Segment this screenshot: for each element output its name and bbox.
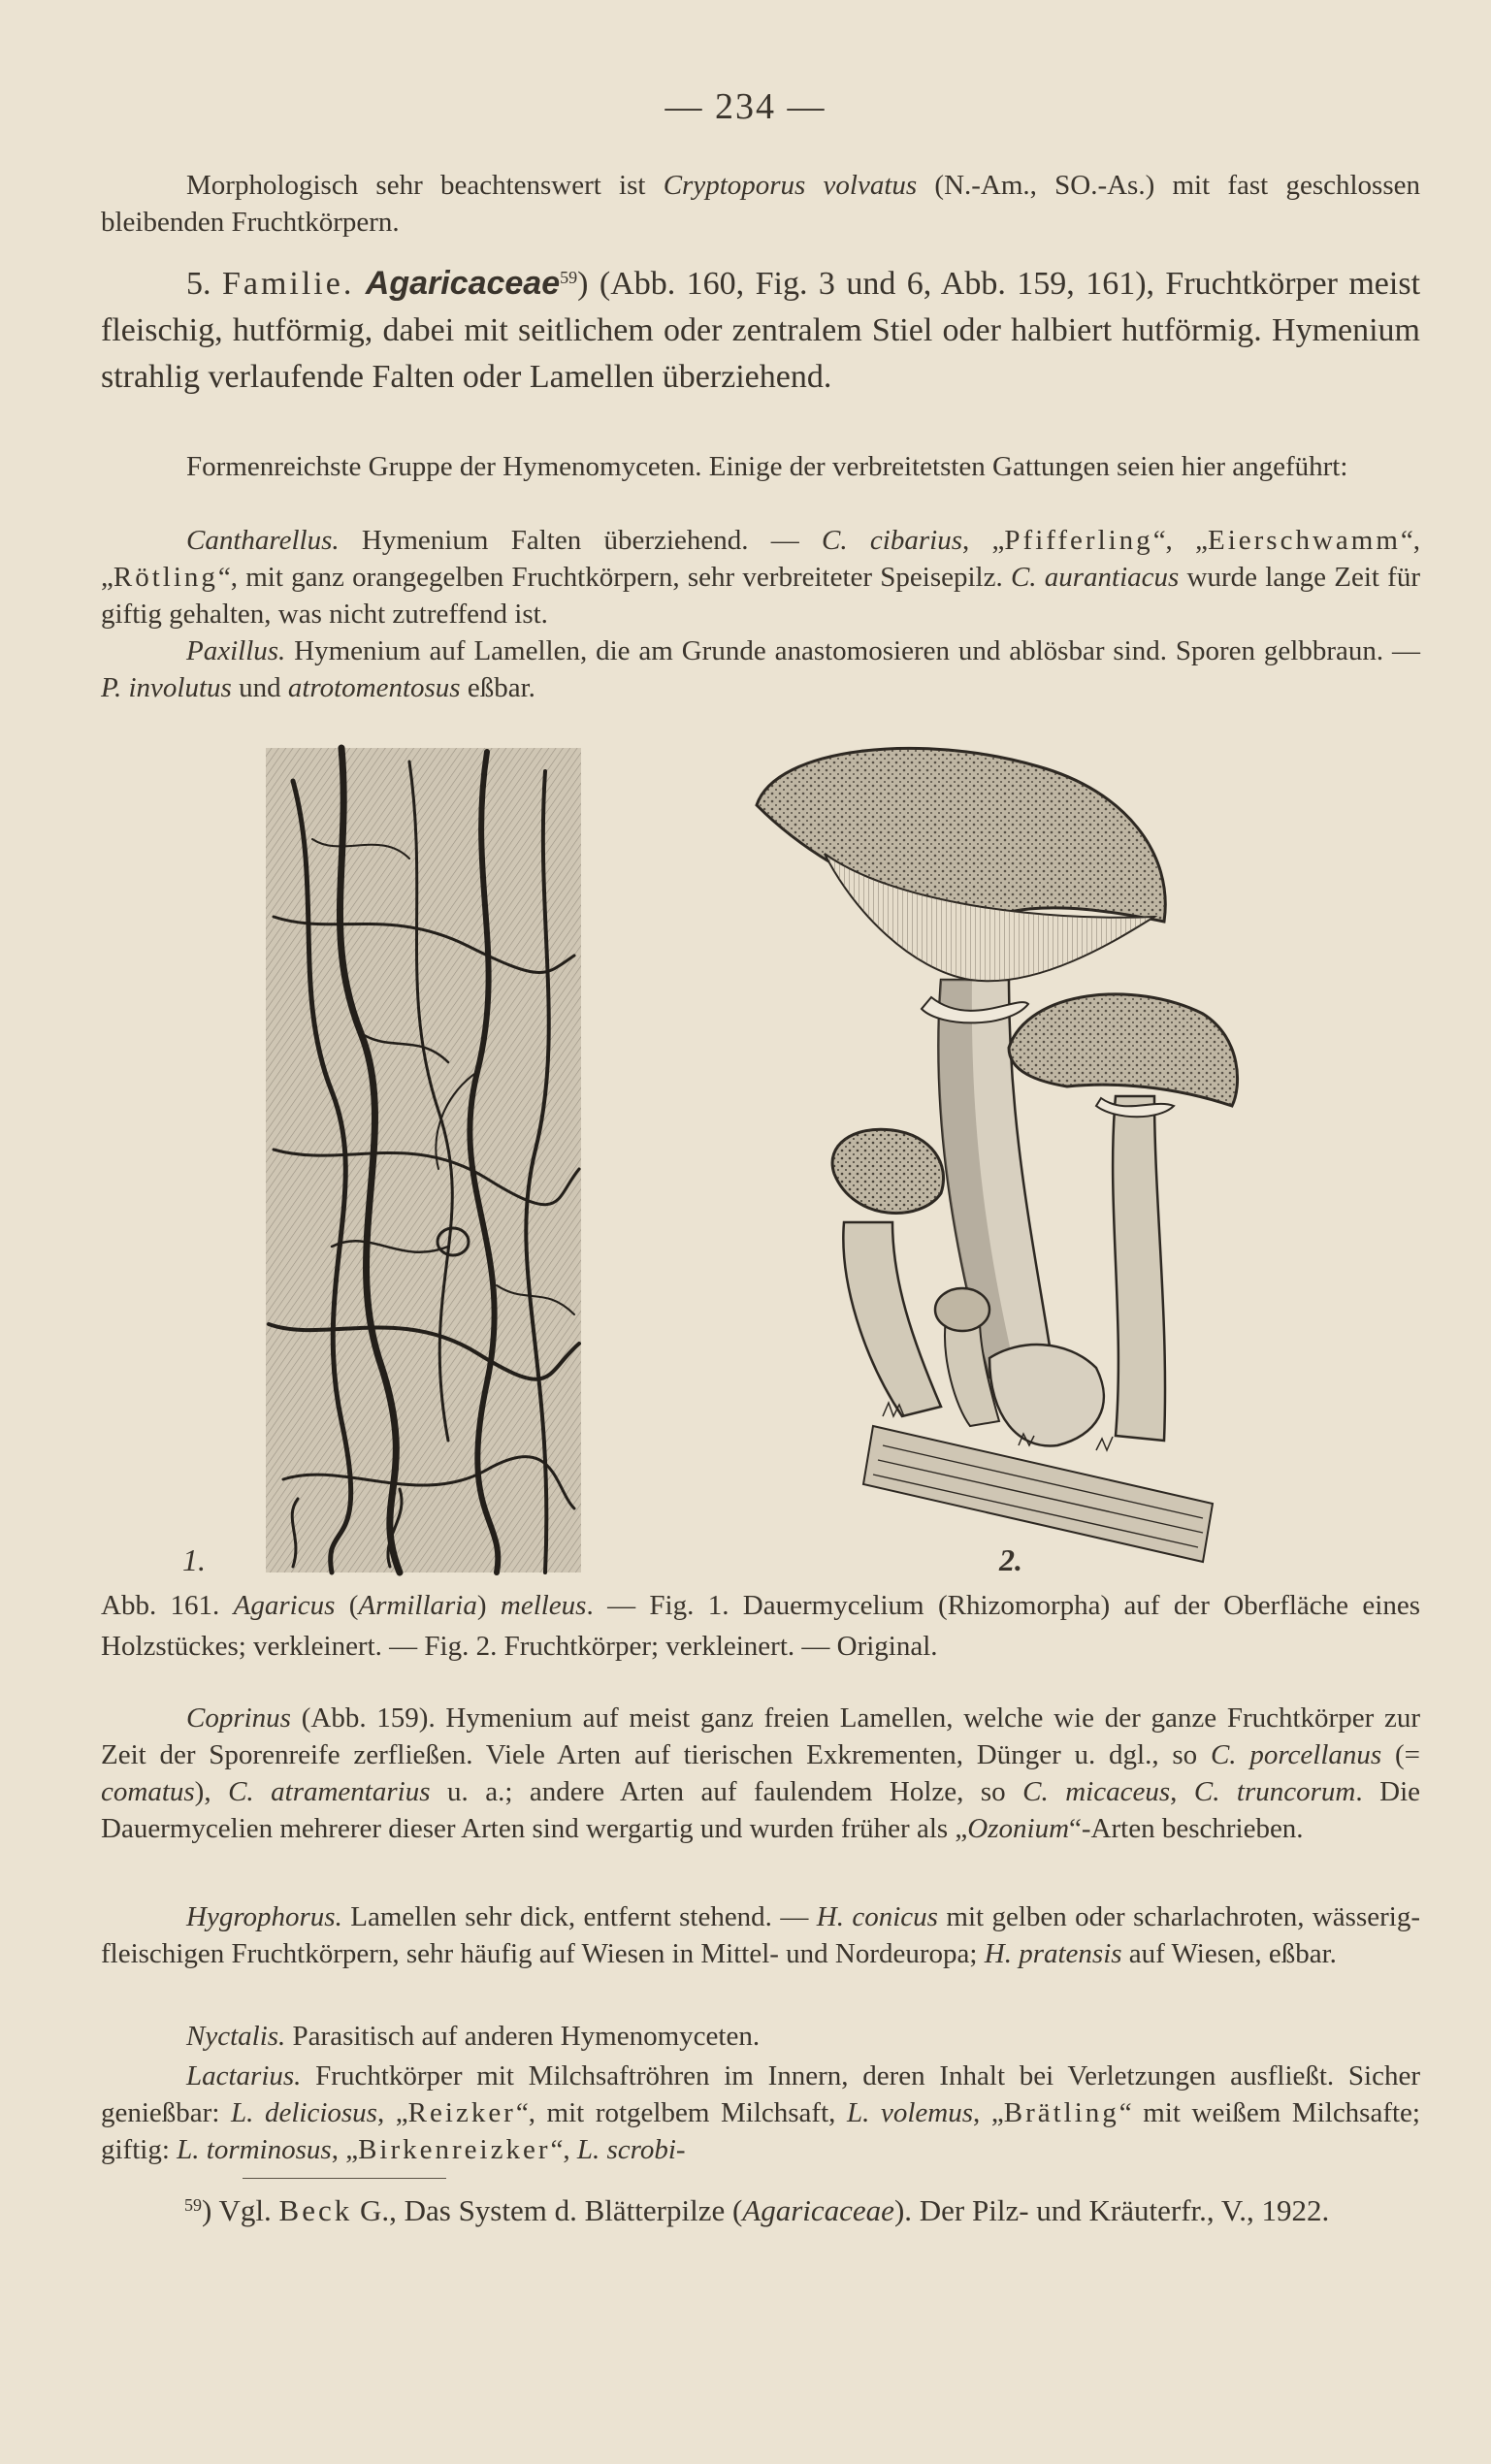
genus-name: Nyctalis. [186,2021,286,2052]
genus-name: Hygrophorus. [186,1901,342,1932]
family-number: 5. [186,266,211,302]
species-name: P. involutus [101,672,232,703]
figure-rhizomorph-illustration [254,742,594,1581]
species-name: L. torminosus [177,2134,332,2165]
footnote-ref: 59 [560,268,578,287]
figure-fruiting-body-illustration [747,737,1251,1572]
paragraph-nyctalis: Nyctalis. Parasitisch auf anderen Hymenomyceten. [186,2021,761,2052]
species-name: H. pratensis [984,1938,1122,1969]
footnote: $^{59}$) Vgl. Beck G., Das System d. Blätterpilze (Agaricaceae). Der Pilz- und Kräuterfr., V., 1922. [184,2193,1330,2227]
common-name: Eierschwamm [1207,525,1401,556]
footnote-number: 59 [184,2195,202,2215]
figure-label-2: 2. [999,1542,1022,1577]
species-name: Armillaria [358,1590,477,1621]
author-name: Beck [278,2193,353,2227]
species-name: C. micaceus [1022,1776,1171,1807]
paragraph-paxillus: Paxillus. Hymenium auf Lamellen, die am Grunde anastomosieren und ablösbar sind. Sporen gelbbraun. — P. involutus und atrotomentosus eßbar. [101,635,1420,703]
paragraph-overview: Formenreichste Gruppe der Hymenomyceten. Einige der verbreitetsten Gattungen seien hier angeführt: [186,451,1348,482]
family-name: Agaricaceae [742,2193,894,2227]
common-name: Birkenreizker [358,2134,551,2165]
species-name: C. atramentarius [228,1776,431,1807]
family-label: Familie. [221,266,355,302]
common-name: Brätling [1003,2097,1119,2128]
species-name: C. truncorum [1193,1776,1356,1807]
species-name: Agaricus [233,1590,336,1621]
genus-name: Paxillus. [186,635,286,666]
species-name: C. aurantiacus [1010,562,1180,593]
species-name: L. volemus [847,2097,974,2128]
text: ) (Abb. 160, Fig. 3 und 6, Abb. 159, 161), Fruchtkörper meist fleischig, hutförmig, dabei mit seitlichem oder zentralem Stiel oder halbiert hutförmig. Hymenium strahlig verlaufende Falten oder Lamellen überziehend. [101,266,1421,395]
genus-name: Cantharellus. [186,525,340,556]
common-name: Reizker [407,2097,516,2128]
species-name: comatus [101,1776,195,1807]
species-name: C. porcellanus [1210,1739,1382,1770]
species-name: atrotomentosus [287,672,461,703]
page-number: — 234 — [664,86,827,127]
species-name: H. conicus [816,1901,938,1932]
genus-name: Lactarius. [186,2060,302,2091]
paragraph-family [101,260,1420,401]
footnote-divider [243,2178,446,2179]
common-name: Pfifferling [1004,525,1153,556]
text: (N.-Am., SO.-As.) mit fast geschlossen bleibenden Fruchtkörpern. [101,170,1420,238]
paragraph-lactarius: Lactarius. Fruchtkörper mit Milchsaftröhren im Innern, deren Inhalt bei Verletzungen ausfließt. Sicher genießbar: L. deliciosus, „Reizker“, mit rotgelbem Milchsaft, L. volemus, „Brätling“ mit weißem Milchsafte; giftig: L. torminosus, „Birkenreizker“, L. scrobi- [101,2060,1420,2165]
text: Morphologisch sehr beachtenswert ist [186,170,664,201]
species-name: melleus [500,1590,587,1621]
paragraph-morphology [101,167,1420,241]
family-name: Agaricaceae [365,265,561,302]
species-name: L. scrobi- [576,2134,686,2165]
genus-name: Coprinus [186,1702,291,1734]
figure-label-1: 1. [182,1542,206,1577]
paragraph-cantharellus: Cantharellus. Hymenium Falten überziehend. — C. cibarius, „Pfifferling“, „Eierschwamm“, „Rötling“, mit ganz orangegelben Fruchtkörpern, sehr verbreiteter Speisepilz. C. aurantiacus wurde lange Zeit für giftig gehalten, was nicht zutreffend ist. [101,525,1420,630]
common-name: Rötling [113,562,218,593]
species-name: Cryptoporus volvatus [663,170,918,201]
figure-caption: Abb. 161. Agaricus (Armillaria) melleus. — Fig. 1. Dauermycelium (Rhizomorpha) auf der Oberfläche eines Holzstückes; verkleinert. — Fig. 2. Fruchtkörper; verkleinert. — Original. [101,1590,1420,1662]
species-name: C. cibarius [822,525,962,556]
species-name: L. deliciosus [230,2097,377,2128]
paragraph-hygrophorus: Hygrophorus. Lamellen sehr dick, entfernt stehend. — H. conicus mit gelben oder scharlachroten, wässerig-fleischigen Fruchtkörpern, sehr häufig auf Wiesen in Mittel- und Nordeuropa; H. pratensis auf Wiesen, eßbar. [101,1901,1420,1969]
species-name: Ozonium [967,1813,1070,1844]
paragraph-coprinus: Coprinus (Abb. 159). Hymenium auf meist ganz freien Lamellen, welche wie der ganze Fruchtkörper zur Zeit der Sporenreife zerfließen. Viele Arten auf tierischen Exkrementen, Dünger u. dgl., so C. porcellanus (= comatus), C. atramentarius u. a.; andere Arten auf faulendem Holze, so C. micaceus, C. truncorum. Die Dauermycelien mehrerer dieser Arten sind wergartig und wurden früher als „Ozonium“-Arten beschrieben. [101,1702,1420,1844]
